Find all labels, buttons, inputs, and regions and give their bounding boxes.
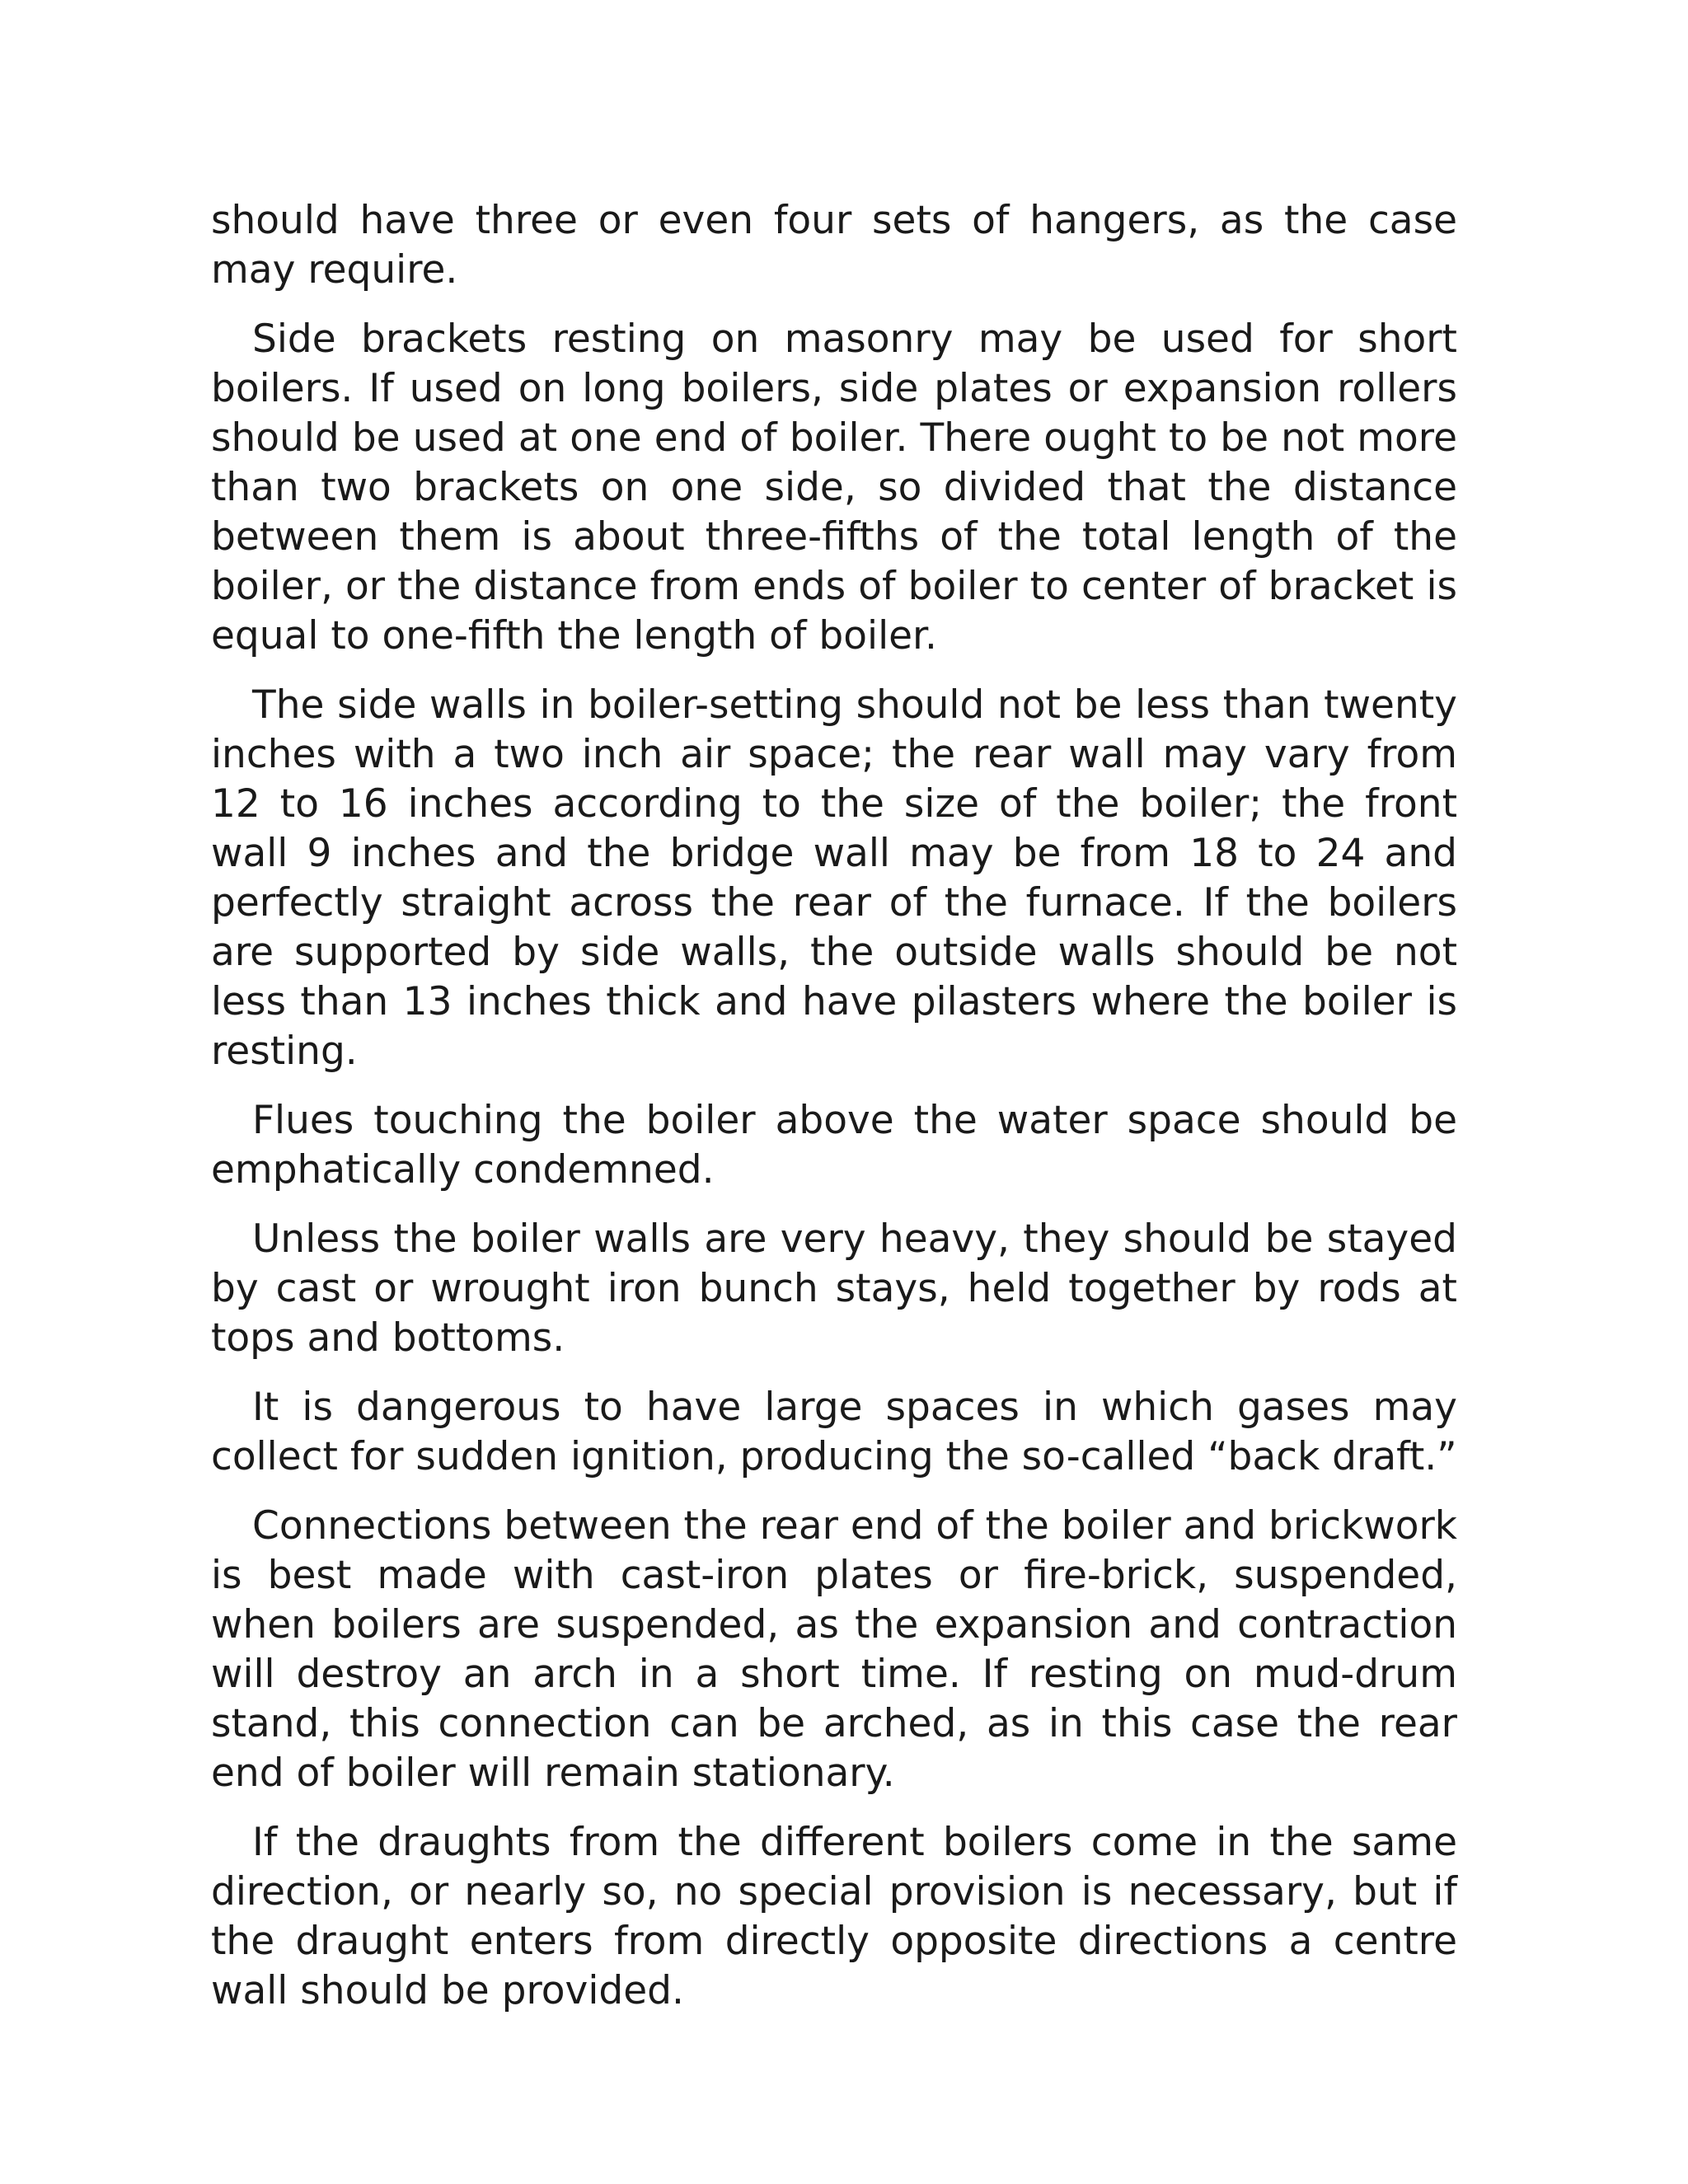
paragraph-connections: Connections between the rear end of the boiler and brickwork is best made with cast-iron plates or fire-brick, suspended, when boilers are suspended, as the expansion and contraction will destroy an arch in a short time. If resting on mud-drum stand, this connection can be arched, as in this case the rear end of boiler will remain stationary. (211, 1503, 1457, 1796)
paragraph-flues: Flues touching the boiler above the water space should be emphatically condemned. (211, 1098, 1457, 1193)
paragraph-boiler-walls: Unless the boiler walls are very heavy, they should be stayed by cast or wrought iron bunch stays, held together by rods at tops and bottoms. (211, 1216, 1457, 1361)
paragraph-back-draft: It is dangerous to have large spaces in which gases may collect for sudden ignition, producing the so-called “back draft.” (211, 1385, 1457, 1479)
paragraph-continued: should have three or even four sets of hangers, as the case may require. (211, 198, 1457, 293)
page-body (211, 196, 1457, 2036)
paragraph-side-walls: The side walls in boiler-setting should not be less than twenty inches with a two inch air space; the rear wall may vary from 12 to 16 inches according to the size of the boiler; the front wall 9 inches and the bridge wall may be from 18 to 24 and perfectly straight across the rear of the furnace. If the boilers are supported by side walls, the outside walls should be not less than 13 inches thick and have pilasters where the boiler is resting. (211, 682, 1457, 1074)
paragraph-side-brackets: Side brackets resting on masonry may be used for short boilers. If used on long boilers, side plates or expansion rollers should be used at one end of boiler. There ought to be not more than two brackets on one side, so divided that the distance between them is about three-fifths of the total length of the boiler, or the distance from ends of boiler to center of bracket is equal to one-fifth the length of boiler. (211, 316, 1457, 658)
paragraph-draughts: If the draughts from the different boilers come in the same direction, or nearly so, no special provision is necessary, but if the draught enters from directly opposite directions a centre wall should be provided. (211, 1820, 1457, 2013)
